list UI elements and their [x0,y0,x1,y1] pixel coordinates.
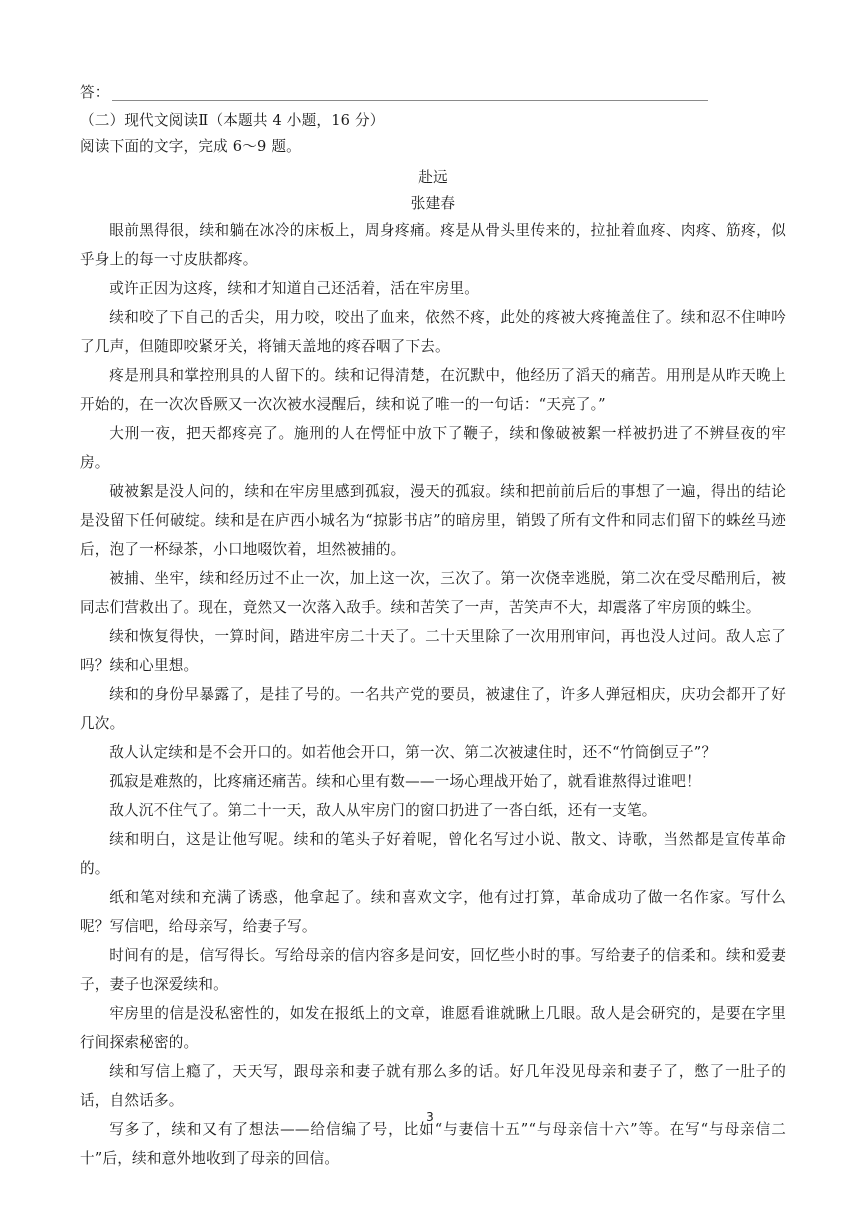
article-paragraph: 大刑一夜，把天都疼亮了。施刑的人在愕怔中放下了鞭子，续和像破被絮一样被扔进了不辨昼夜的牢房。 [80,425,786,472]
article-paragraph: 疼是刑具和掌控刑具的人留下的。续和记得清楚，在沉默中，他经历了滔天的痛苦。用刑是从昨天晚上开始的，在一次次昏厥又一次次被水浸醒后，续和说了唯一的一句话：“天亮了。” [80,367,786,414]
reading-instruction: 阅读下面的文字，完成 6～9 题。 [80,137,301,155]
article-paragraph: 孤寂是难熬的，比疼痛还痛苦。续和心里有数——一场心理战开始了，就看谁熬得过谁吧！ [109,773,701,791]
article-paragraph: 被捕、坐牢，续和经历过不止一次，加上这一次，三次了。第一次侥幸逃脱，第二次在受尽酷刑后，被同志们营救出了。现在，竟然又一次落入敌手。续和苦笑了一声，苦笑声不大，却震落了牢房顶的蛛尘。 [80,570,786,617]
article-paragraph: 续和的身份早暴露了，是挂了号的。一名共产党的要员，被逮住了，许多人弹冠相庆，庆功会都开了好几次。 [80,686,786,733]
article-paragraph: 续和明白，这是让他写呢。续和的笔头子好着呢，曾化名写过小说、散文、诗歌，当然都是宣传革命的。 [80,831,786,878]
article-paragraph: 写多了，续和又有了想法——给信编了号，比如“与妻信十五”“与母亲信十六”等。在写“与母亲信二十”后，续和意外地收到了母亲的回信。 [80,1121,786,1168]
article-paragraph: 敌人认定续和是不会开口的。如若他会开口，第一次、第二次被逮住时，还不“竹筒倒豆子”？ [109,744,717,762]
answer-label: 答： [80,84,110,102]
section-title: （二）现代文阅读Ⅱ（本题共 4 小题，16 分） [80,112,385,129]
page-number: 3 [426,1110,434,1124]
answer-line [80,84,786,106]
answer-blank[interactable] [112,100,708,101]
article-paragraph: 续和恢复得快，一算时间，踏进牢房二十天了。二十天里除了一次用刑审问，再也没人过问。敌人忘了吗？续和心里想。 [80,628,786,675]
article-paragraph: 时间有的是，信写得长。写给母亲的信内容多是问安，回忆些小时的事。写给妻子的信柔和。续和爱妻子，妻子也深爱续和。 [80,947,786,994]
document-page [80,84,786,1173]
article-paragraph: 或许正因为这疼，续和才知道自己还活着，活在牢房里。 [109,280,480,298]
article-paragraph: 敌人沉不住气了。第二十一天，敌人从牢房门的窗口扔进了一沓白纸，还有一支笔。 [109,802,657,820]
article-paragraph: 续和咬了下自己的舌尖，用力咬，咬出了血来，依然不疼，此处的疼被大疼掩盖住了。续和忍不住呻吟了几声，但随即咬紧牙关，将铺天盖地的疼吞咽了下去。 [80,309,786,356]
article-title: 赴远 [418,169,448,187]
article-paragraph: 纸和笔对续和充满了诱惑，他拿起了。续和喜欢文字，他有过打算，革命成功了做一名作家。写什么呢？写信吧，给母亲写，给妻子写。 [80,889,786,936]
article-paragraph: 牢房里的信是没私密性的，如发在报纸上的文章，谁愿看谁就瞅上几眼。敌人是会研究的，是要在字里行间探索秘密的。 [80,1005,786,1052]
article-paragraph: 破被絮是没人问的，续和在牢房里感到孤寂，漫天的孤寂。续和把前前后后的事想了一遍，得出的结论是没留下任何破绽。续和是在庐西小城名为“掠影书店”的暗房里，销毁了所有文件和同志们留下的蛛丝马迹后，泡了一杯绿茶，小口地啜饮着，坦然被捕的。 [80,483,786,559]
article-paragraph: 续和写信上瘾了，天天写，跟母亲和妻子就有那么多的话。好几年没见母亲和妻子了，憋了一肚子的话，自然话多。 [80,1063,786,1110]
article-paragraph: 眼前黑得很，续和躺在冰冷的床板上，周身疼痛。疼是从骨头里传来的，拉扯着血疼、肉疼、筋疼，似乎身上的每一寸皮肤都疼。 [80,222,786,269]
article-author: 张建春 [410,194,456,212]
